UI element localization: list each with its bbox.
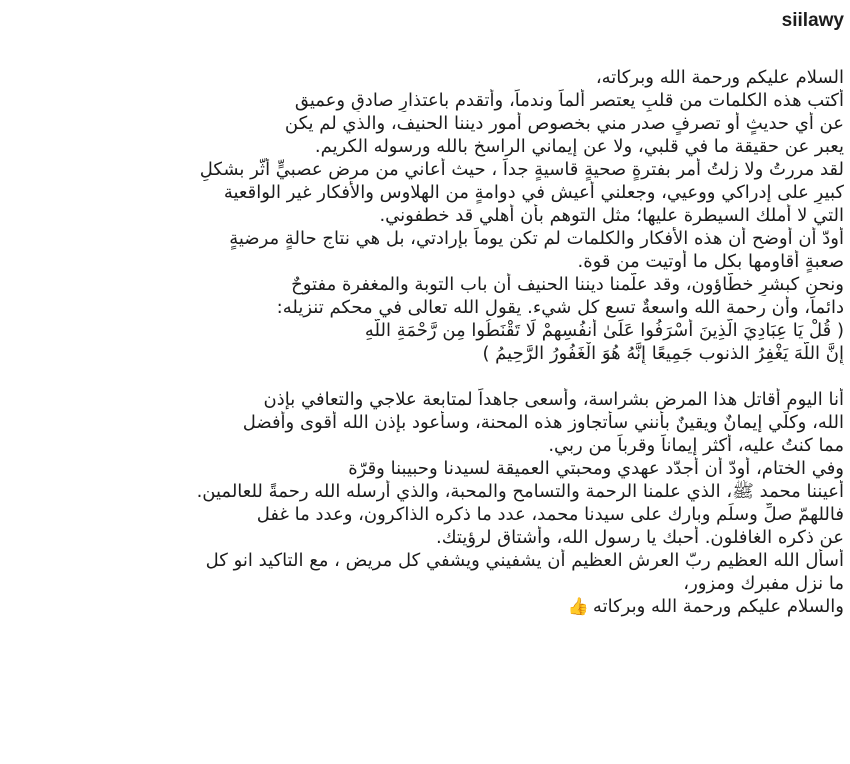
post-text-line-content: السلام عليكم ورحمة الله وبركاته، [595, 67, 844, 88]
post-text-line-content: عن ذكره الغافلون. أحبك يا رسول الله، وأشتاق لرؤيتك. [436, 527, 844, 548]
post-text-line-content: عن أي حديثٍ أو تصرفٍ صدر مني بخصوص أمور ديننا الحنيف، والذي لم يكن [284, 113, 844, 134]
author-username[interactable]: siilawy [781, 10, 844, 31]
post-text-line [8, 480, 844, 503]
post-text-line [8, 112, 844, 135]
post-text-line-content: كبيرٍ على إدراكي ووعيي، وجعلني أعيش في دوامةٍ من الهلاوس والأفكار غير الواقعية [223, 182, 844, 203]
post-text-line-content: إِنَّ اللَّهَ يَغْفِرُ الذنوب جَمِيعًا إِنَّهُ هُوَ الْغَفُورُ الرَّحِيمُ ) [482, 343, 844, 364]
thumbs-up-icon: 👍 [567, 597, 589, 617]
post-text-line [8, 411, 844, 434]
post-text-line [8, 89, 844, 112]
post-text-line [8, 342, 844, 365]
post-text-line [8, 503, 844, 526]
post-text-line-content: الله، وكلّي إيمانٌ ويقينٌ بأنني سأتجاوز هذه المحنة، وسأعود بإذن الله أقوى وأفضل [242, 412, 844, 433]
post-text-line [8, 457, 844, 480]
post-text-line [8, 158, 844, 181]
post-text-line [8, 572, 844, 595]
post-text-line [8, 595, 844, 618]
post-text-line-content: أعيننا محمد ﷺ، الذي علمنا الرحمة والتسامح والمحبة، والذي أرسله الله رحمةً للعالمين. [196, 481, 844, 502]
post-text-line-content: أودّ أن أوضح أن هذه الأفكار والكلمات لم تكن يوماً بإرادتي، بل هي نتاج حالةٍ مرضيةٍ [229, 228, 844, 249]
post-text-line-content: التي لا أملك السيطرة عليها؛ مثل التوهم بأن أهلي قد خطفوني. [379, 205, 844, 226]
post-text-line [8, 434, 844, 457]
post-text-line [8, 388, 844, 411]
post-text-line [8, 227, 844, 250]
post-text-line-content: والسلام عليكم ورحمة الله وبركاته [592, 596, 844, 617]
post-text-line-content: يعبر عن حقيقة ما في قلبي، ولا عن إيماني الراسخ بالله ورسوله الكريم. [314, 136, 844, 157]
post-text-line-content: ما نزل مفبرك ومزور، [683, 573, 844, 594]
post-text-line [8, 204, 844, 227]
post-text-line-content: أنا اليوم أقاتل هذا المرض بشراسة، وأسعى جاهداً لمتابعة علاجي والتعافي بإذن [263, 389, 844, 410]
post-text-line-content: ونحن كبشرٍ خطّاؤون، وقد علّمنا ديننا الحنيف أن باب التوبة والمغفرة مفتوحٌ [291, 274, 844, 295]
post-text-line-content: أكتب هذه الكلمات من قلبٍ يعتصر ألماً وندماً، وأتقدم باعتذارٍ صادقٍ وعميق [294, 90, 844, 111]
post-text-line [8, 135, 844, 158]
post-text-line [8, 526, 844, 549]
post-text-line-content: ( قُلْ يَا عِبَادِيَ الَّذِينَ أَسْرَفُوا عَلَىٰ أَنفُسِهِمْ لَا تَقْنَطُوا مِن رَّحْمَةِ اللَّهِ [364, 320, 844, 341]
post-text-line-content: مما كنتُ عليه، أكثر إيماناً وقرباً من ربي. [548, 435, 844, 456]
post-text-line-content: أسأل الله العظيم ربّ العرش العظيم أن يشفيني ويشفي كل مريض ، مع التاكيد انو كل [205, 550, 844, 571]
post-text-line [8, 181, 844, 204]
post-text-line [8, 319, 844, 342]
post-text-line-content: وفي الختام، أودّ أن أجدّد عهدي ومحبتي العميقة لسيدنا وحبيبنا وقرّة [348, 458, 844, 479]
post-text-line-content: فاللهمّ صلِّ وسلِّم وبارك على سيدنا محمد، عدد ما ذكره الذاكرون، وعدد ما غفل [256, 504, 844, 525]
paragraph-gap [8, 365, 844, 388]
post-text-line [8, 250, 844, 273]
post-text-line [8, 273, 844, 296]
post-text-line-content: صعبةٍ أقاومها بكل ما أوتيت من قوة. [577, 251, 844, 272]
post-text-line [8, 296, 844, 319]
post-body [8, 66, 844, 618]
post-text-line-content: دائماً، وأن رحمة الله واسعةٌ تسع كل شيء. يقول الله تعالى في محكم تنزيله: [276, 297, 844, 318]
post-text-line [8, 66, 844, 89]
post-text-line [8, 549, 844, 572]
post-text-line-content: لقد مررتُ ولا زلتُ أمر بفترةٍ صحيةٍ قاسيةٍ جداً ، حيث أعاني من مرضٍ عصبيٍّ أثّر بشكلٍ [199, 159, 844, 180]
